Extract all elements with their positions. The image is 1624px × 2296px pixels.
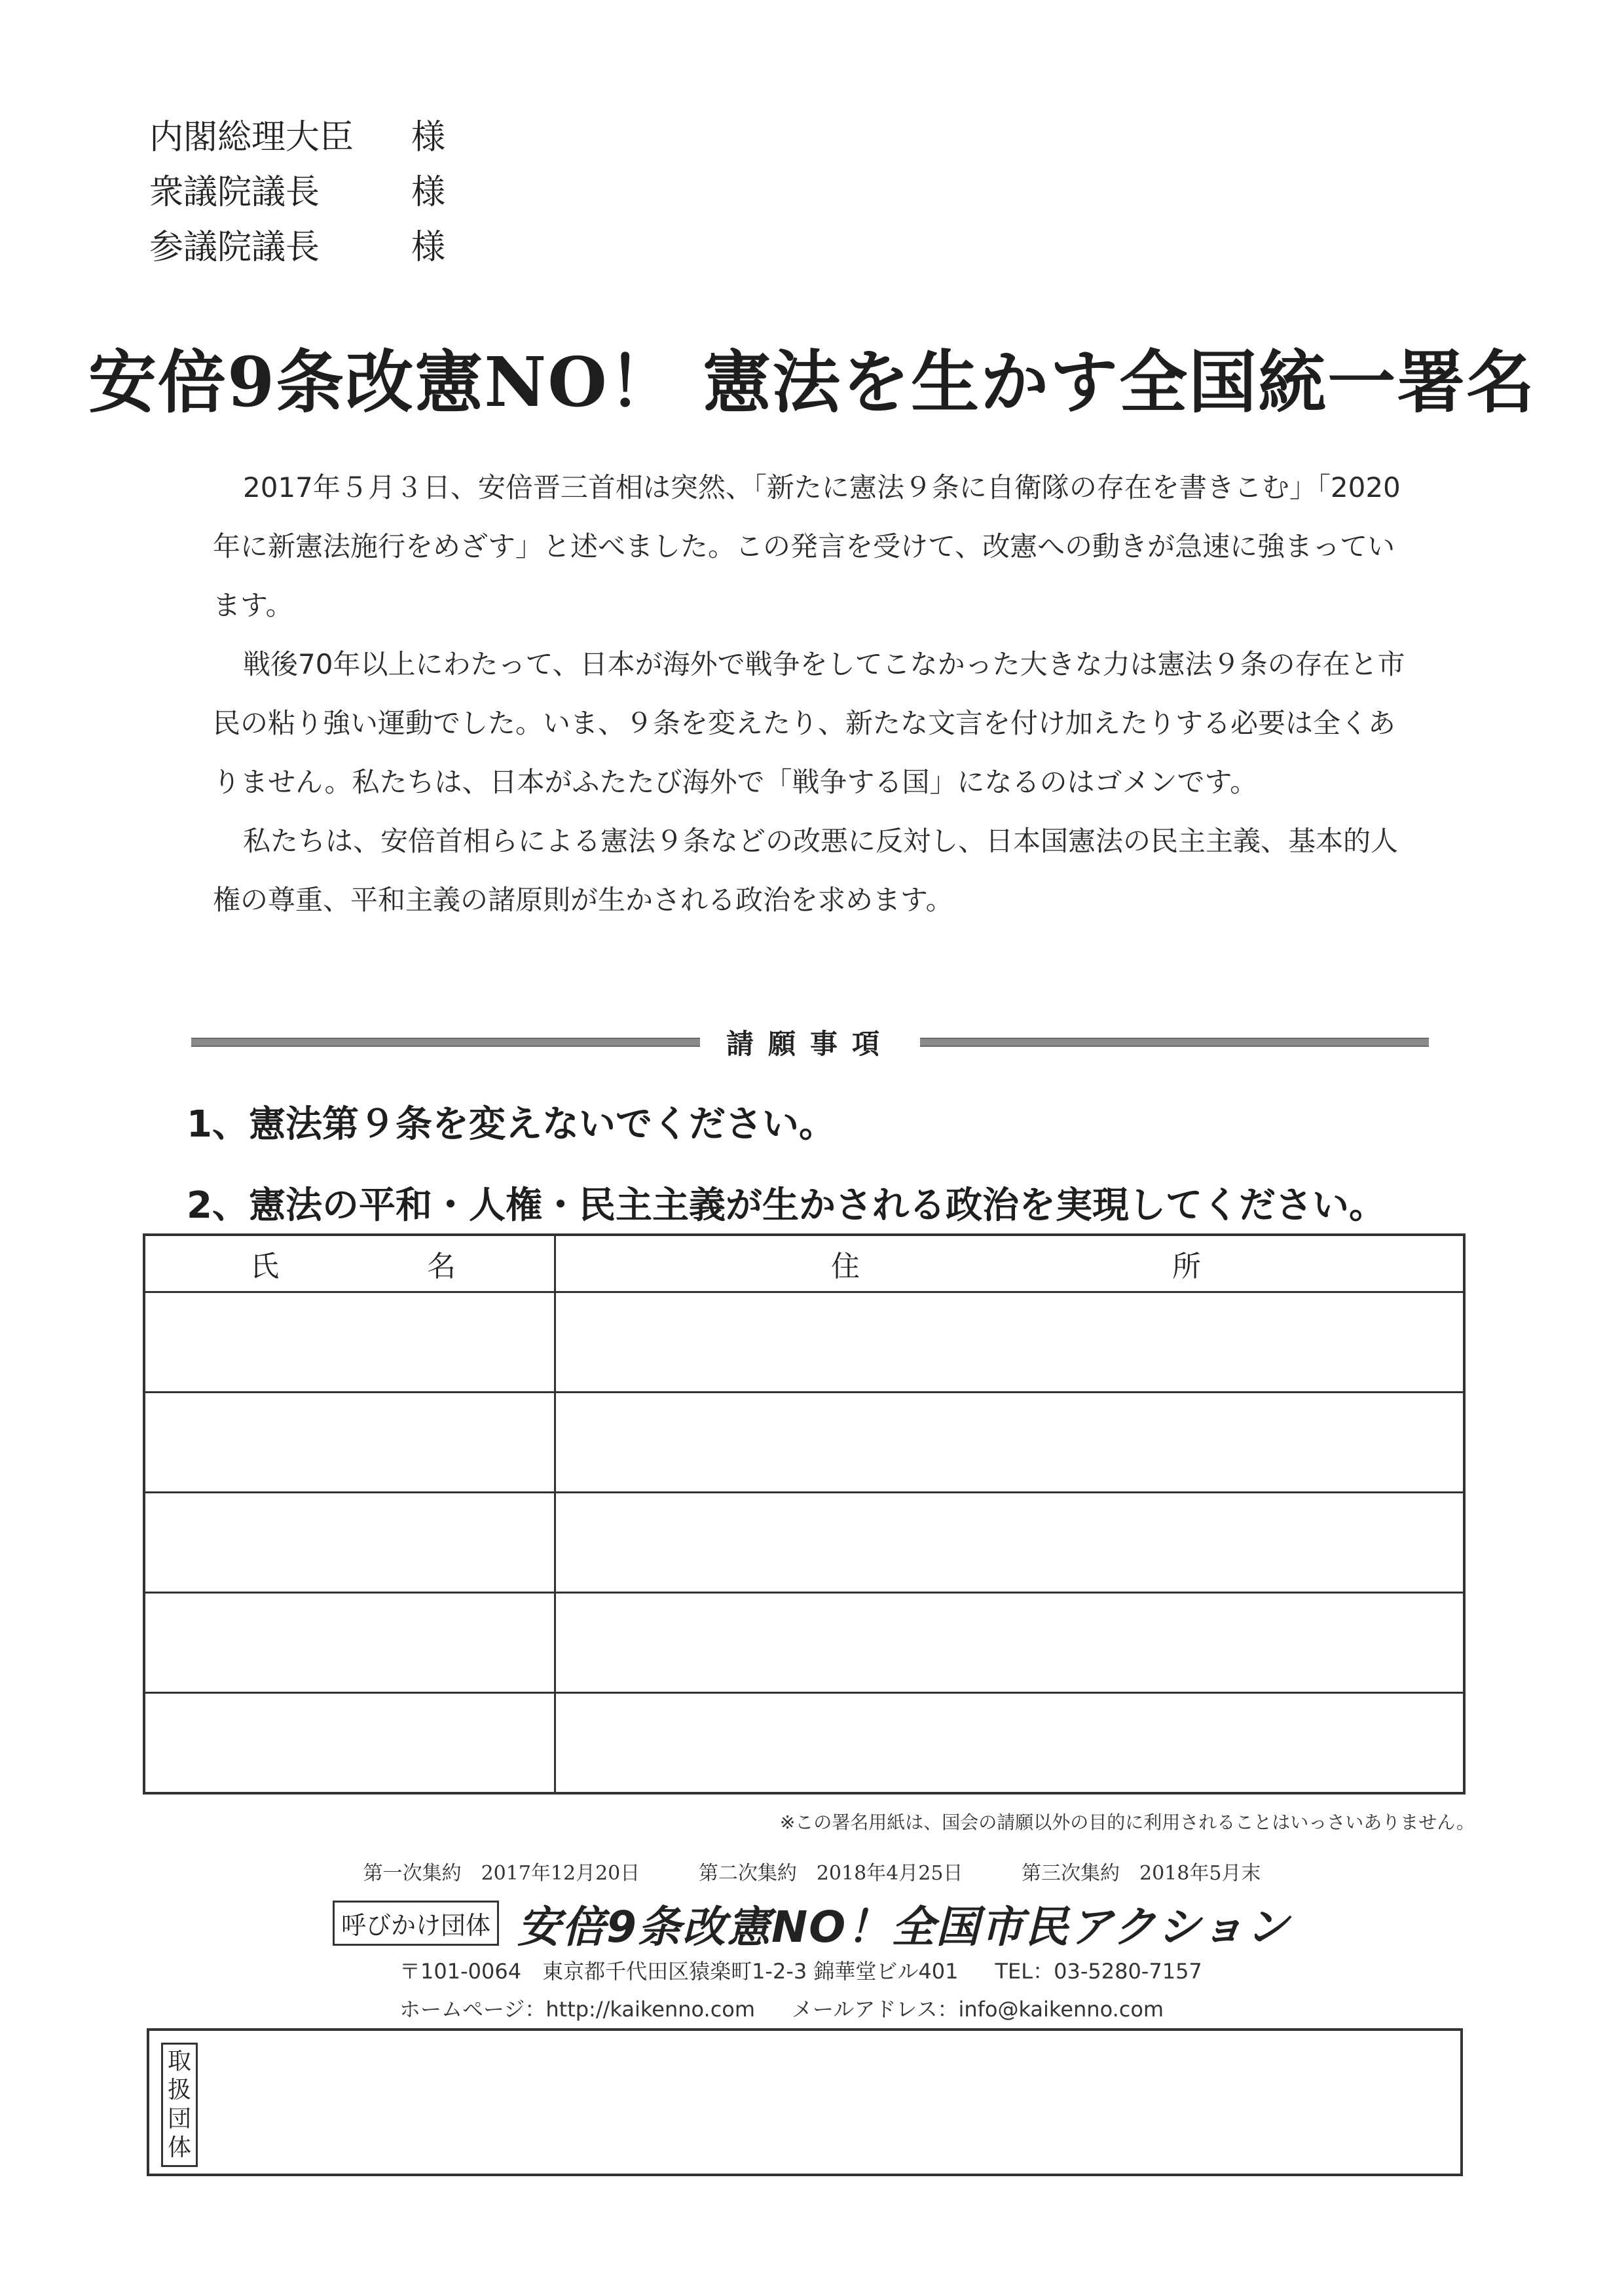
table-row xyxy=(144,1493,1464,1593)
address-column-header xyxy=(555,1235,1465,1292)
signature-table xyxy=(143,1233,1466,1795)
organizer-contact xyxy=(399,1952,1202,2028)
collection-dates xyxy=(0,1857,1624,1886)
petition-item: 2、憲法の平和・人権・民主主義が生かされる政治を実現してください。 xyxy=(187,1184,1386,1227)
collection-date: 第二次集約 2018年4月25日 xyxy=(698,1862,963,1885)
body-paragraph: 2017年５月３日、安倍晋三首相は突然、「新たに憲法９条に自衛隊の存在を書きこむ」「2020年に新憲法施行をめざす」と述べました。この発言を受けて、改憲への動きが急速に強まっています。 xyxy=(213,471,1401,621)
addressees xyxy=(149,110,445,275)
addressee-role: 参議院議長 xyxy=(149,228,320,267)
name-column-header xyxy=(144,1235,555,1292)
address-cell[interactable] xyxy=(555,1593,1465,1693)
name-cell[interactable] xyxy=(144,1292,555,1393)
postal-address: 〒101-0064 東京都千代田区猿楽町1-2-3 錦華堂ビル401 xyxy=(399,1959,959,1984)
organizer-name: 安倍9条改憲NO！全国市民アクション xyxy=(517,1902,1290,1952)
collection-date: 第三次集約 2018年5月末 xyxy=(1021,1862,1261,1885)
collection-date: 第一次集約 2017年12月20日 xyxy=(363,1862,640,1885)
name-cell[interactable] xyxy=(144,1593,555,1693)
addressee-row xyxy=(149,110,445,165)
table-header-row xyxy=(144,1235,1464,1292)
header-char: 住 xyxy=(831,1250,860,1283)
addressee-row xyxy=(149,220,445,275)
section-heading-label: 請願事項 xyxy=(726,1028,895,1060)
addressee-row xyxy=(149,165,445,220)
address-cell[interactable] xyxy=(555,1393,1465,1493)
organizer xyxy=(333,1892,1290,1954)
contact-line xyxy=(399,1990,1202,2028)
petition-items xyxy=(187,1084,1386,1247)
header-char: 氏 xyxy=(250,1250,279,1283)
body-paragraph: 戦後70年以上にわたって、日本が海外で戦争をしてこなかった大きな力は憲法９条の存在と市民の粘り強い運動でした。いま、９条を変えたり、新たな文言を付け加えたりする必要は全くありません。私たちは、日本がふたたび海外で「戦争する国」になるのはゴメンです。 xyxy=(213,648,1405,798)
organizer-tag: 呼びかけ団体 xyxy=(333,1901,499,1946)
handling-org-box[interactable] xyxy=(147,2028,1463,2176)
addressee-role: 衆議院議長 xyxy=(149,173,320,212)
table-row xyxy=(144,1593,1464,1693)
petition-item: 1、憲法第９条を変えないでください。 xyxy=(187,1103,836,1146)
email: メールアドレス：info@kaikenno.com xyxy=(792,1997,1164,2022)
body-text xyxy=(213,458,1411,930)
name-cell[interactable] xyxy=(144,1393,555,1493)
address-cell[interactable] xyxy=(555,1292,1465,1393)
addressee-honorific: 様 xyxy=(411,228,446,267)
name-cell[interactable] xyxy=(144,1693,555,1794)
body-paragraph: 私たちは、安倍首相らによる憲法９条などの改悪に反対し、日本国憲法の民主主義、基本的人権の尊重、平和主義の諸原則が生かされる政治を求めます。 xyxy=(213,825,1399,916)
address-cell[interactable] xyxy=(555,1493,1465,1593)
table-row xyxy=(144,1292,1464,1393)
heading-rule-right xyxy=(920,1038,1429,1047)
table-row xyxy=(144,1693,1464,1794)
homepage: ホームページ：http://kaikenno.com xyxy=(399,1997,756,2022)
section-heading xyxy=(191,1021,1429,1063)
header-char: 所 xyxy=(1172,1250,1201,1283)
contact-line xyxy=(399,1952,1202,1990)
address-cell[interactable] xyxy=(555,1693,1465,1794)
telephone: TEL：03-5280-7157 xyxy=(995,1959,1202,1984)
handling-org-label: 取扱団体 xyxy=(161,2043,198,2167)
name-cell[interactable] xyxy=(144,1493,555,1593)
privacy-note: ※この署名用紙は、国会の請願以外の目的に利用されることはいっさいありません。 xyxy=(779,1812,1475,1833)
header-char: 名 xyxy=(427,1250,456,1283)
addressee-role: 内閣総理大臣 xyxy=(149,118,354,157)
heading-rule-left xyxy=(191,1038,700,1047)
table-row xyxy=(144,1393,1464,1493)
document-title: 安倍9条改憲NO！ 憲法を生かす全国統一署名 xyxy=(88,342,1536,422)
addressee-honorific: 様 xyxy=(411,173,446,212)
addressee-honorific: 様 xyxy=(411,118,446,157)
